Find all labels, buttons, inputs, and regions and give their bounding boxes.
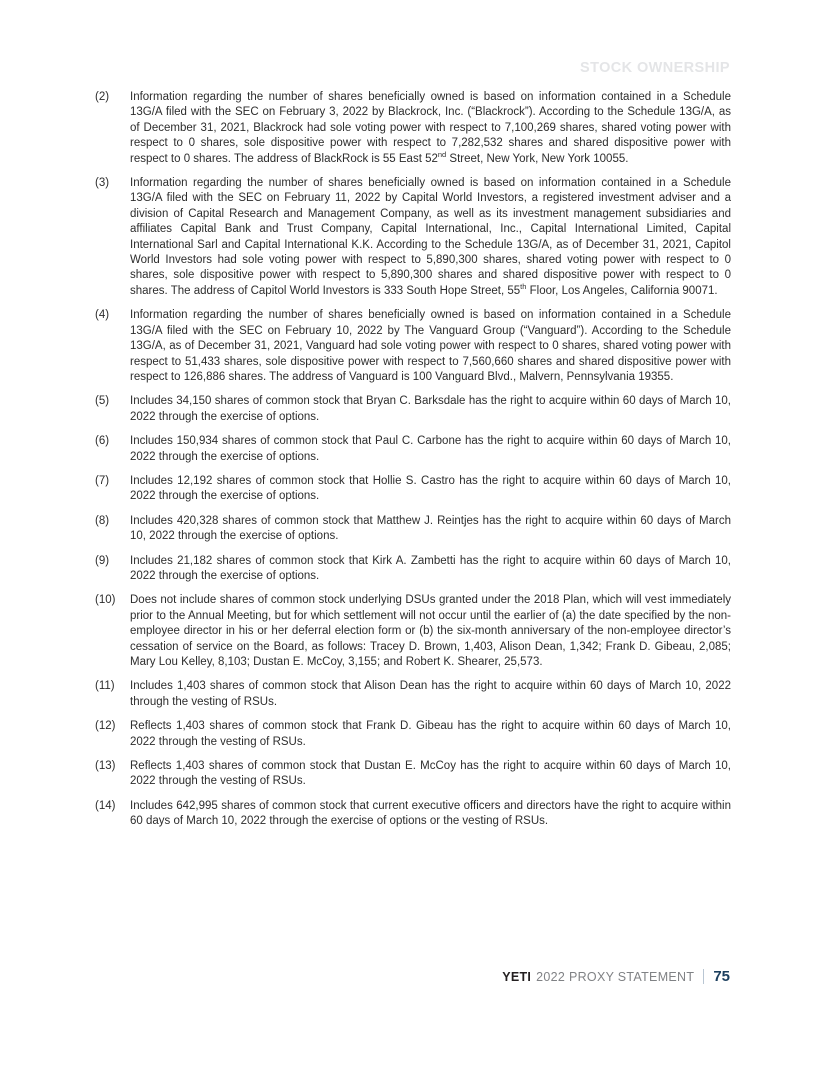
footer-document-title: 2022 PROXY STATEMENT bbox=[536, 969, 695, 984]
footnote-number: (2) bbox=[95, 91, 110, 103]
footnote-item bbox=[95, 514, 731, 545]
footnote-item bbox=[95, 394, 731, 425]
footnote-text: Includes 420,328 shares of common stock that Matthew J. Reintjes has the right to acquire within 60 days of March 10, 2022 through the exercise of options. bbox=[130, 514, 731, 543]
footnote-text: Includes 642,995 shares of common stock that current executive officers and directors have the right to acquire within 60 days of March 10, 2022 through the exercise of options or the vesting of RSUs. bbox=[130, 799, 731, 828]
footnote-item bbox=[95, 759, 731, 790]
footnote-number: (8) bbox=[95, 514, 110, 527]
footnote-item bbox=[95, 474, 731, 505]
footnote-text: Reflects 1,403 shares of common stock that Frank D. Gibeau has the right to acquire within 60 days of March 10, 2022 through the vesting of RSUs. bbox=[130, 720, 731, 748]
footnote-number: (12) bbox=[95, 720, 116, 733]
footnote-number: (14) bbox=[95, 799, 116, 812]
footnote-number: (10) bbox=[95, 594, 116, 607]
footnote-number: (6) bbox=[95, 435, 110, 448]
footnote-item bbox=[95, 593, 731, 670]
section-header: STOCK OWNERSHIP bbox=[580, 60, 730, 76]
footnote-text: Includes 12,192 shares of common stock that Hollie S. Castro has the right to acquire within 60 days of March 10, 2022 through the exercise of options. bbox=[130, 474, 731, 503]
footnote-item bbox=[95, 434, 731, 465]
footnote-item bbox=[95, 679, 731, 710]
footnote-item bbox=[95, 176, 731, 299]
page-number: 75 bbox=[713, 968, 730, 985]
footnote-text: Includes 21,182 shares of common stock that Kirk A. Zambetti has the right to acquire within 60 days of March 10, 2022 through the exercise of options. bbox=[130, 554, 731, 582]
footnote-item bbox=[95, 719, 731, 750]
footnote-item bbox=[95, 554, 731, 585]
footnote-text: Information regarding the number of shares beneficially owned is based on information contained in a Schedule 13G/A filed with the SEC on February 10, 2022 by The Vanguard Group (“Vanguard”). According to the Schedule 13G/A, as of December 31, 2021, Vanguard had sole voting power with respect to 0 shares, shared voting power with respect to 51,433 shares, sole dispositive power with respect to 7,560,660 shares and shared dispositive power with respect to 126,886 shares. The address of Vanguard is 100 Vanguard Blvd., Malvern, Pennsylvania 19355. bbox=[130, 309, 731, 383]
footnote-text: Reflects 1,403 shares of common stock that Dustan E. McCoy has the right to acquire within 60 days of March 10, 2022 through the vesting of RSUs. bbox=[130, 760, 731, 788]
footnote-text: Information regarding the number of shares beneficially owned is based on information contained in a Schedule 13G/A filed with the SEC on February 11, 2022 by Capital World Investors, a registered investment adviser and a division of Capital Research and Management Company, as well as its investment management subsidiaries and affiliates Capital Bank and Trust Company, Capital International, Inc., Capital International Limited, Capital International Sarl and Capital International K.K. According to the Schedule 13G/A, as of December 31, 2021, Capitol World Investors had sole voting power with respect to 5,890,300 shares, shared voting power with respect to 0 shares, sole dispositive power with respect to 5,890,300 shares and shared dispositive power with respect to 0 shares. The address of Capitol World Investors is 333 South Hope Street, 55th Floor, Los Angeles, California 90071. bbox=[130, 177, 731, 297]
footnote-number: (7) bbox=[95, 474, 110, 487]
footnote-text: Information regarding the number of shares beneficially owned is based on information contained in a Schedule 13G/A filed with the SEC on February 3, 2022 by Blackrock, Inc. (“Blackrock”). According to the Schedule 13G/A, as of December 31, 2021, Blackrock had sole voting power with respect to 7,100,269 shares, shared voting power with respect to 0 shares, sole dispositive power with respect to 7,282,532 shares and shared dispositive power with respect to 0 shares. The address of BlackRock is 55 East 52nd Street, New York, New York 10055. bbox=[130, 91, 731, 165]
footer-brand: YETI bbox=[502, 969, 532, 984]
footnote-text: Includes 1,403 shares of common stock that Alison Dean has the right to acquire within 60 days of March 10, 2022 through the vesting of RSUs. bbox=[130, 680, 731, 708]
footnote-number: (11) bbox=[95, 680, 115, 693]
footnote-item bbox=[95, 90, 731, 167]
footnote-number: (9) bbox=[95, 554, 110, 567]
footnote-number: (13) bbox=[95, 760, 116, 773]
footnote-text: Does not include shares of common stock underlying DSUs granted under the 2018 Plan, which will vest immediately prior to the Annual Meeting, but for which settlement will not occur until the earlier of (a) the date specified by the non-employee director in his or her deferral election form or (b) the six-month anniversary of the non-employee director’s cessation of service on the Board, as follows: Tracey D. Brown, 1,403, Alison Dean, 1,342; Frank D. Gibeau, 2,085; Mary Lou Kelley, 8,103; Dustan E. McCoy, 3,155; and Robert K. Shearer, 25,573. bbox=[130, 594, 731, 668]
footnote-text: Includes 150,934 shares of common stock that Paul C. Carbone has the right to acquire within 60 days of March 10, 2022 through the exercise of options. bbox=[130, 435, 731, 463]
footnote-number: (3) bbox=[95, 177, 110, 190]
footnote-list bbox=[95, 90, 731, 839]
page-footer bbox=[502, 968, 730, 985]
footnote-number: (5) bbox=[95, 395, 110, 408]
footnote-text: Includes 34,150 shares of common stock that Bryan C. Barksdale has the right to acquire within 60 days of March 10, 2022 through the exercise of options. bbox=[130, 395, 731, 423]
footnote-number: (4) bbox=[95, 309, 110, 322]
footnote-item bbox=[95, 799, 731, 830]
footer-divider bbox=[703, 969, 704, 984]
footnote-item bbox=[95, 308, 731, 385]
